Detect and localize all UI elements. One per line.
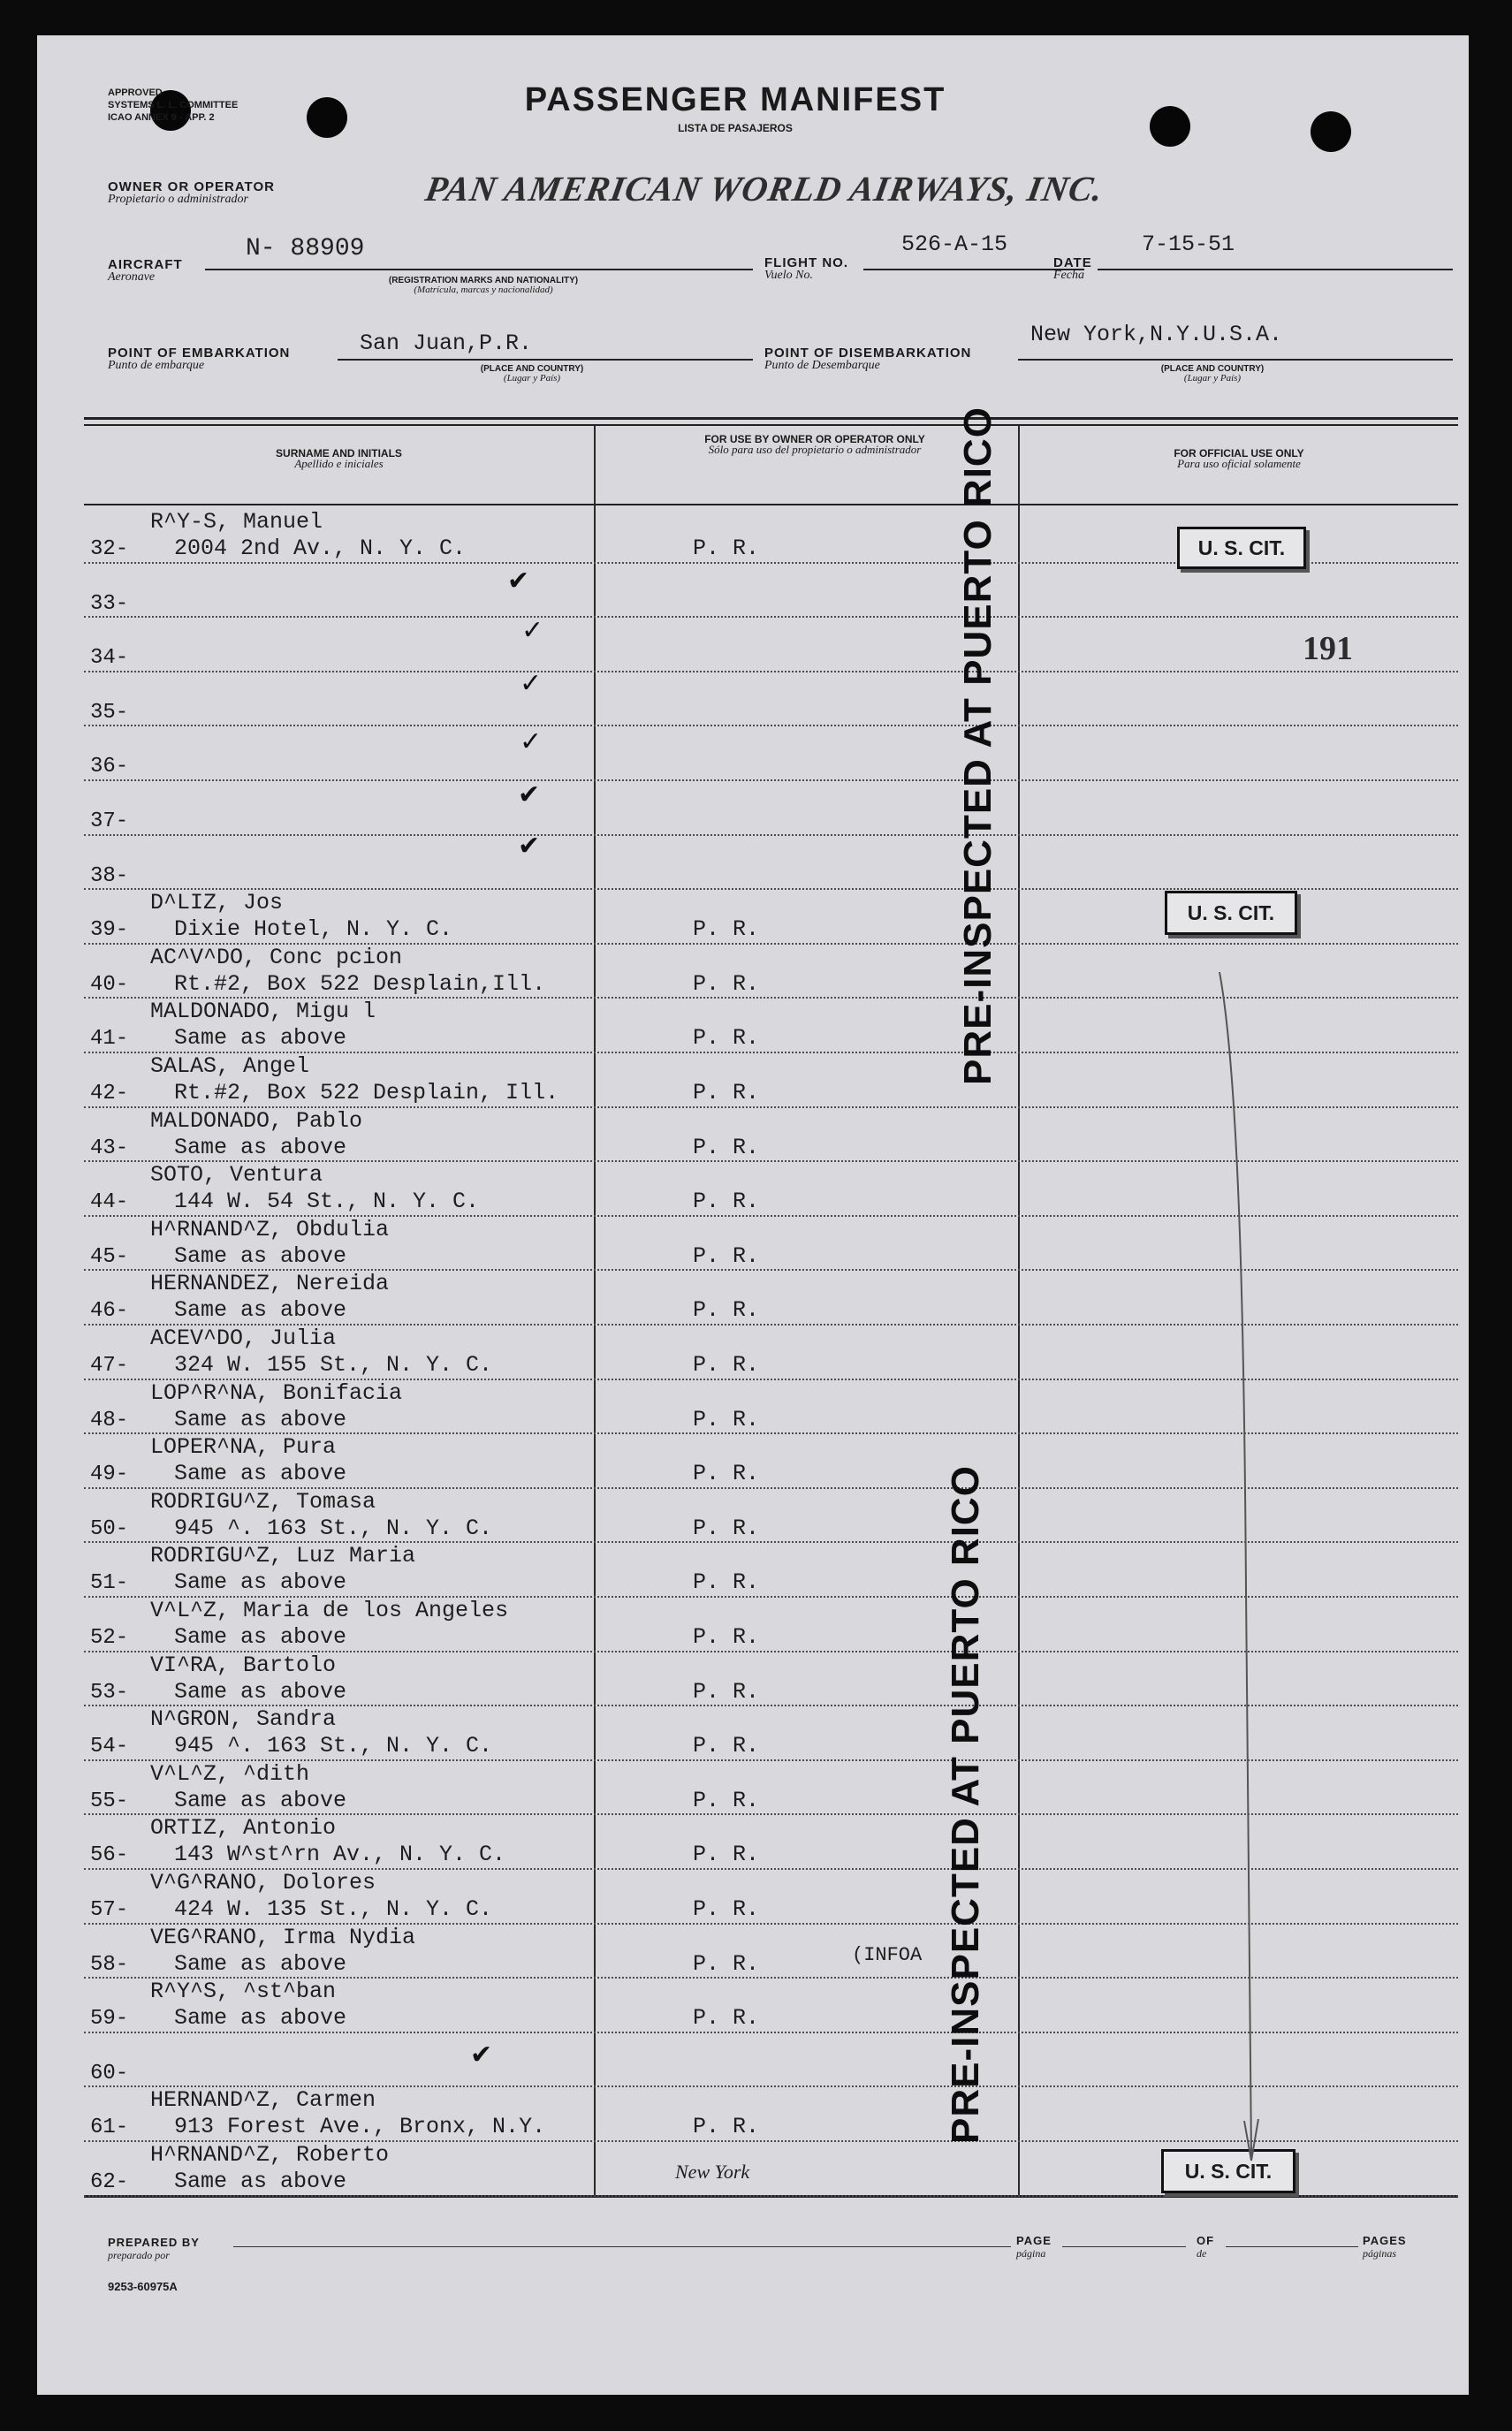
- registration-note: (REGISTRATION MARKS AND NATIONALITY) (Matrícula, marcas y nacionalidad): [388, 276, 579, 295]
- operator-use-value: P. R.: [693, 1624, 760, 1650]
- row-number: 49-: [90, 1462, 129, 1487]
- row-number: 37-: [90, 809, 129, 833]
- check-mark-icon: ✓: [521, 615, 544, 646]
- disembark-value: New York,N.Y.U.S.A.: [1030, 322, 1283, 347]
- passenger-address: Rt.#2, Box 522 Desplain,Ill.: [174, 970, 546, 997]
- passenger-address: 945 ^. 163 St., N. Y. C.: [174, 1515, 493, 1541]
- passenger-address: Same as above: [174, 1461, 347, 1487]
- preinspected-stamp: PRE-INSPECTED AT PUERTO RICO: [956, 406, 999, 1085]
- us-citizen-stamp: U. S. CIT.: [1161, 2149, 1295, 2193]
- row-number: 50-: [90, 1516, 129, 1541]
- row-number: 38-: [90, 863, 129, 888]
- row-divider: [84, 834, 1458, 836]
- of-underline: [1226, 2246, 1358, 2247]
- date-label: DATE Fecha: [1053, 255, 1092, 282]
- aircraft-label: AIRCRAFT Aeronave: [108, 257, 183, 284]
- operator-use-value: P. R.: [693, 1297, 760, 1324]
- row-divider: [84, 779, 1458, 781]
- disembark-label: POINT OF DISEMBARKATION Punto de Desembarque: [764, 346, 972, 372]
- operator-use-value: P. R.: [693, 1569, 760, 1596]
- passenger-name: MALDONADO, Migu l: [150, 999, 376, 1025]
- passenger-name: SALAS, Angel: [150, 1053, 310, 1079]
- row-number: 62-: [90, 2170, 129, 2194]
- pages-label: PAGES páginas: [1363, 2234, 1407, 2260]
- passenger-address: 2004 2nd Av., N. Y. C.: [174, 536, 467, 561]
- row-number: 47-: [90, 1354, 129, 1378]
- check-mark-icon: ✔: [507, 566, 530, 596]
- row-divider: [84, 671, 1458, 672]
- approval-note: APPROVED SYSTEMS L. L. COMMITTEE ICAO ANNEX 9 - APP. 2: [108, 87, 239, 123]
- passenger-address: Same as above: [174, 1025, 347, 1052]
- check-mark-icon: ✓: [520, 726, 543, 757]
- passenger-name: V^G^RANO, Dolores: [150, 1870, 376, 1895]
- row-number: 43-: [90, 1136, 129, 1160]
- passenger-address: Same as above: [174, 1406, 347, 1432]
- new-york-note: New York: [675, 2161, 750, 2183]
- punch-hole: [1150, 106, 1190, 147]
- passenger-name: H^RNAND^Z, Roberto: [150, 2142, 390, 2168]
- operator-use-value: P. R.: [693, 2114, 760, 2140]
- flight-label: FLIGHT NO. Vuelo No.: [764, 255, 848, 282]
- passenger-address: Same as above: [174, 1242, 347, 1269]
- passenger-name: HERNAND^Z, Carmen: [150, 2087, 376, 2114]
- passenger-address: 945 ^. 163 St., N. Y. C.: [174, 1733, 493, 1759]
- row-divider: [84, 725, 1458, 726]
- passenger-name: D^LIZ, Jos: [150, 890, 284, 916]
- row-number: 60-: [90, 2061, 129, 2085]
- row-number: 33-: [90, 591, 129, 616]
- row-number: 40-: [90, 972, 129, 997]
- row-number: 51-: [90, 1571, 129, 1596]
- operator-use-value: P. R.: [693, 1950, 760, 1977]
- row-number: 39-: [90, 918, 129, 943]
- passenger-name: LOP^R^NA, Bonifacia: [150, 1379, 403, 1406]
- pencil-line: [1212, 972, 1265, 2192]
- passenger-address: Rt.#2, Box 522 Desplain, Ill.: [174, 1080, 559, 1105]
- row-number: 45-: [90, 1244, 129, 1269]
- prepared-label: PREPARED BY preparado por: [108, 2236, 200, 2261]
- row-number: 32-: [90, 537, 129, 561]
- operator-use-value: P. R.: [693, 1080, 760, 1105]
- passenger-name: ACEV^DO, Julia: [150, 1326, 337, 1351]
- passenger-address: Same as above: [174, 2169, 347, 2194]
- check-mark-icon: ✓: [520, 668, 543, 699]
- operator-use-value: P. R.: [693, 1896, 760, 1922]
- row-divider: [84, 2195, 1458, 2197]
- preinspected-stamp: PRE-INSPECTED AT PUERTO RICO: [944, 1465, 987, 2144]
- passenger-address: Same as above: [174, 1787, 347, 1813]
- flight-underline: [863, 269, 1084, 270]
- table-top-rule: [84, 417, 1458, 420]
- column-divider-2: [1018, 426, 1020, 2195]
- column-header-surname: SURNAME AND INITIALS Apellido e iniciales: [276, 447, 402, 470]
- passenger-address: Same as above: [174, 1134, 347, 1160]
- us-citizen-stamp: U. S. CIT.: [1165, 891, 1297, 935]
- row-number: 46-: [90, 1299, 129, 1324]
- flight-value: 526-A-15: [901, 232, 1008, 257]
- operator-use-value: P. R.: [693, 1678, 760, 1705]
- operator-use-value: P. R.: [693, 1352, 760, 1378]
- passenger-address: 143 W^st^rn Av., N. Y. C.: [174, 1842, 506, 1868]
- passenger-address: Same as above: [174, 2005, 347, 2032]
- column-header-official: FOR OFFICIAL USE ONLY Para uso oficial solamente: [1174, 447, 1304, 470]
- disembark-note: (PLACE AND COUNTRY) (Lugar y País): [1160, 364, 1265, 384]
- aircraft-underline: [205, 269, 753, 270]
- embark-note: (PLACE AND COUNTRY) (Lugar y País): [480, 364, 584, 384]
- aircraft-value: N- 88909: [246, 235, 365, 262]
- operator-use-value: P. R.: [693, 1242, 760, 1269]
- count-stamp: 191: [1303, 630, 1353, 667]
- operator-use-value: P. R.: [693, 916, 760, 943]
- operator-use-value: P. R.: [693, 1461, 760, 1487]
- column-divider-1: [594, 426, 596, 2195]
- table-top-rule-2: [84, 424, 1458, 426]
- row-number: 56-: [90, 1843, 129, 1868]
- row-number: 34-: [90, 646, 129, 671]
- passenger-name: H^RNAND^Z, Obdulia: [150, 1216, 390, 1242]
- row-number: 52-: [90, 1626, 129, 1650]
- operator-use-value: P. R.: [693, 970, 760, 997]
- passenger-address: Same as above: [174, 1569, 347, 1596]
- page-underline: [1062, 2246, 1186, 2247]
- passenger-name: LOPER^NA, Pura: [150, 1434, 337, 1461]
- operator-use-value: P. R.: [693, 536, 760, 561]
- passenger-name: MALDONADO, Pablo: [150, 1107, 363, 1134]
- us-citizen-stamp: U. S. CIT.: [1177, 527, 1306, 569]
- operator-use-value: P. R.: [693, 1134, 760, 1160]
- passenger-name: SOTO, Ventura: [150, 1162, 323, 1189]
- operator-use-value: P. R.: [693, 1406, 760, 1432]
- prepared-underline: [233, 2246, 1011, 2247]
- operator-use-value: P. R.: [693, 1515, 760, 1541]
- operator-use-value: P. R.: [693, 1733, 760, 1759]
- operator-use-value: P. R.: [693, 1189, 760, 1215]
- page-title: PASSENGER MANIFEST: [524, 81, 946, 118]
- row-number: 61-: [90, 2116, 129, 2140]
- passenger-address: Same as above: [174, 1624, 347, 1650]
- manifest-sheet: [37, 35, 1469, 2395]
- row-number: 42-: [90, 1082, 129, 1105]
- column-header-operator: FOR USE BY OWNER OR OPERATOR ONLY Sólo para uso del propietario o administrador: [704, 433, 925, 456]
- operator-use-value: P. R.: [693, 2005, 760, 2032]
- passenger-name: V^L^Z, Maria de los Angeles: [150, 1598, 509, 1623]
- passenger-name: N^GRON, Sandra: [150, 1706, 337, 1733]
- info-note: (INFOA: [852, 1944, 923, 1966]
- row-number: 59-: [90, 2007, 129, 2032]
- operator-name: PAN AMERICAN WORLD AIRWAYS, INC.: [422, 169, 1107, 209]
- disembark-underline: [1018, 359, 1453, 361]
- passenger-address: 324 W. 155 St., N. Y. C.: [174, 1352, 493, 1378]
- date-underline: [1098, 269, 1453, 270]
- passenger-name: R^Y^S, ^st^ban: [150, 1979, 337, 2005]
- passenger-address: 424 W. 135 St., N. Y. C.: [174, 1896, 493, 1922]
- of-label: OF de: [1197, 2234, 1215, 2260]
- punch-hole: [307, 97, 347, 138]
- passenger-address: Same as above: [174, 1678, 347, 1705]
- row-divider: [84, 616, 1458, 618]
- operator-use-value: P. R.: [693, 1787, 760, 1813]
- page-subtitle: LISTA DE PASAJEROS: [678, 122, 793, 134]
- passenger-name: HERNANDEZ, Nereida: [150, 1271, 390, 1297]
- passenger-name: VEG^RANO, Irma Nydia: [150, 1924, 416, 1950]
- row-number: 35-: [90, 700, 129, 725]
- embark-value: San Juan,P.R.: [360, 330, 533, 356]
- embark-underline: [338, 359, 753, 361]
- check-mark-icon: ✔: [470, 2040, 493, 2070]
- passenger-address: 913 Forest Ave., Bronx, N.Y.: [174, 2114, 546, 2140]
- row-number: 55-: [90, 1789, 129, 1813]
- form-number: 9253-60975A: [108, 2280, 178, 2293]
- passenger-address: Same as above: [174, 1950, 347, 1977]
- check-mark-icon: ✔: [518, 831, 541, 862]
- row-number: 48-: [90, 1408, 129, 1432]
- operator-use-value: P. R.: [693, 1025, 760, 1052]
- row-number: 58-: [90, 1952, 129, 1977]
- passenger-name: AC^V^DO, Conc pcion: [150, 944, 403, 970]
- page-label: PAGE página: [1016, 2234, 1052, 2260]
- header-bottom-rule: [84, 504, 1458, 505]
- passenger-address: 144 W. 54 St., N. Y. C.: [174, 1189, 480, 1215]
- passenger-name: VI^RA, Bartolo: [150, 1652, 337, 1678]
- row-number: 41-: [90, 1027, 129, 1052]
- passenger-address: Same as above: [174, 1297, 347, 1324]
- date-value: 7-15-51: [1142, 232, 1235, 257]
- embark-label: POINT OF EMBARKATION Punto de embarque: [108, 346, 291, 372]
- row-number: 53-: [90, 1680, 129, 1705]
- punch-hole: [1311, 111, 1351, 152]
- passenger-name: ORTIZ, Antonio: [150, 1815, 337, 1842]
- passenger-name: V^L^Z, ^dith: [150, 1760, 310, 1787]
- passenger-name: RODRIGU^Z, Luz Maria: [150, 1543, 416, 1569]
- operator-use-value: P. R.: [693, 1842, 760, 1868]
- row-number: 57-: [90, 1898, 129, 1922]
- check-mark-icon: ✔: [518, 779, 541, 810]
- passenger-address: Dixie Hotel, N. Y. C.: [174, 916, 453, 943]
- owner-label: OWNER OR OPERATOR Propietario o administrador: [108, 179, 275, 206]
- passenger-name: R^Y-S, Manuel: [150, 509, 323, 535]
- row-divider: [84, 888, 1458, 890]
- passenger-name: RODRIGU^Z, Tomasa: [150, 1488, 376, 1515]
- row-number: 44-: [90, 1190, 129, 1215]
- row-number: 54-: [90, 1735, 129, 1759]
- row-number: 36-: [90, 755, 129, 779]
